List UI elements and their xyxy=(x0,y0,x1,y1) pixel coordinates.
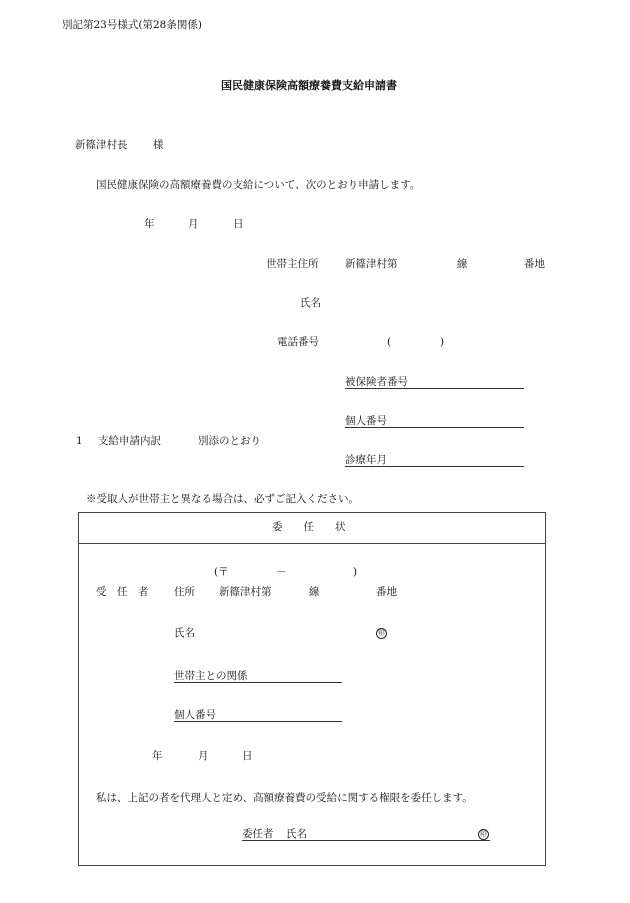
proxy-date-day: 日 xyxy=(242,750,253,762)
seal-icon: ㊞ xyxy=(378,629,385,637)
applicant-address-prefix: 新篠津村第 xyxy=(345,258,398,270)
applicant-name-label: 氏名 xyxy=(300,297,321,309)
treatment-month-field[interactable] xyxy=(345,466,524,467)
postal-open: (〒 xyxy=(214,566,229,578)
delegator-name-label: 氏名 xyxy=(286,828,307,840)
addressee-honorific: 様 xyxy=(153,139,164,151)
proxy-header-divider xyxy=(78,543,545,544)
applicant-banchi: 番地 xyxy=(524,258,545,270)
phone-close-paren: ) xyxy=(440,336,445,348)
agent-personal-number-label: 個人番号 xyxy=(174,709,216,721)
item1-number: 1 xyxy=(76,435,83,447)
agent-line: 線 xyxy=(309,586,320,598)
insured-number-label: 被保険者番号 xyxy=(345,376,408,388)
agent-label: 受 任 者 xyxy=(96,586,149,598)
delegator-signature-line[interactable] xyxy=(242,840,490,841)
proxy-heading: 委 任 状 xyxy=(272,521,346,533)
date-year: 年 xyxy=(144,218,155,230)
postal-close: ) xyxy=(353,566,358,578)
applicant-line: 線 xyxy=(457,258,468,270)
agent-name-label: 氏名 xyxy=(174,627,195,639)
seal-icon: ㊞ xyxy=(480,830,487,838)
personal-number-field[interactable] xyxy=(345,427,524,428)
form-number: 別記第23号様式(第28条関係) xyxy=(62,19,202,31)
proxy-statement: 私は、上記の者を代理人と定め、高額療養費の受給に関する権限を委任します。 xyxy=(96,792,473,804)
agent-banchi: 番地 xyxy=(376,586,397,598)
addressee-name: 新篠津村長 xyxy=(75,139,128,151)
date-month: 月 xyxy=(188,218,199,230)
intro-text: 国民健康保険の高額療養費の支給について、次のとおり申請します。 xyxy=(96,179,421,191)
agent-address-label: 住所 xyxy=(174,586,195,598)
applicant-address-label: 世帯主住所 xyxy=(266,258,319,270)
agent-address-prefix: 新篠津村第 xyxy=(219,586,272,598)
treatment-month-label: 診療年月 xyxy=(345,454,387,466)
page-title: 国民健康保険高額療養費支給申請書 xyxy=(221,79,397,92)
proxy-date-year: 年 xyxy=(152,750,163,762)
agent-personal-number-field[interactable] xyxy=(174,721,342,722)
proxy-note: ※受取人が世帯主と異なる場合は、必ずご記入ください。 xyxy=(86,493,359,505)
phone-open-paren: ( xyxy=(387,336,392,348)
insured-number-field[interactable] xyxy=(345,388,524,389)
delegator-seal xyxy=(478,828,489,840)
relation-field[interactable] xyxy=(174,682,342,683)
applicant-phone-label: 電話番号 xyxy=(277,336,319,348)
item1-label: 支給申請内訳 xyxy=(98,435,161,447)
proxy-date-month: 月 xyxy=(198,750,209,762)
agent-seal xyxy=(376,627,387,639)
proxy-box xyxy=(78,512,546,866)
personal-number-label: 個人番号 xyxy=(345,415,387,427)
relation-label: 世帯主との関係 xyxy=(174,670,248,682)
postal-dash: － xyxy=(276,566,287,578)
item1-value: 別添のとおり xyxy=(198,435,261,447)
date-day: 日 xyxy=(233,218,244,230)
delegator-label: 委任者 xyxy=(242,828,274,840)
